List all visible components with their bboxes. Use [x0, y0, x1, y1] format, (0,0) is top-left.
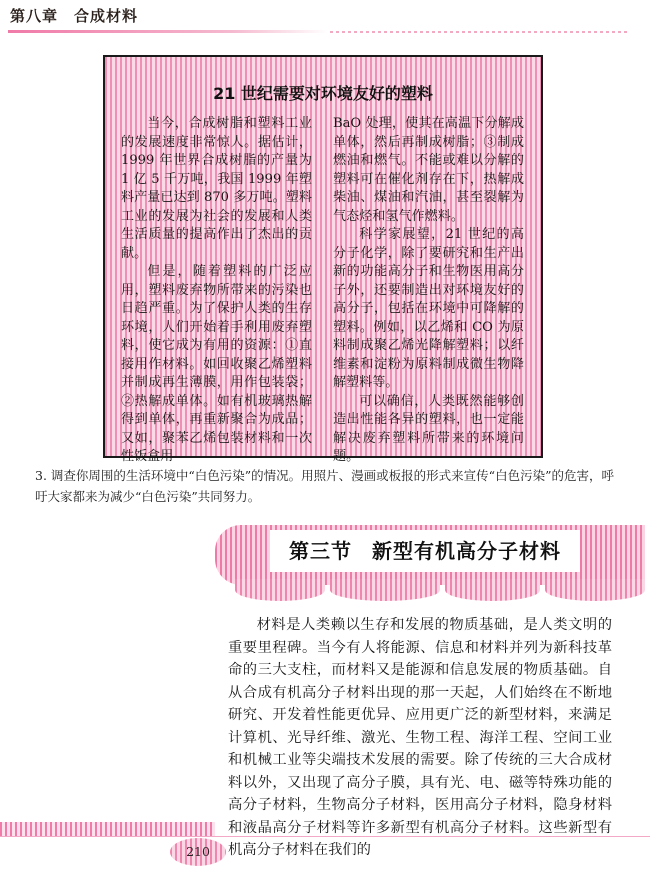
reading-box [103, 55, 543, 464]
header-dotted-rule [330, 31, 630, 33]
reading-paragraph: 当今，合成树脂和塑料工业的发展速度非常惊人。据估计，1999 年世界合成树脂的产量为 1 亿 5 千万吨，我国 1999 年塑料产量已达到 870 多万吨。塑料工业的发展为社会的发展和人类生活质量的提高作出了杰出的贡献。 [121, 116, 312, 261]
body-paragraph: 材料是人类赖以生存和发展的物质基础，是人类文明的重要里程碑。当今有人将能源、信息和材料并列为新科技革命的三大支柱，而材料又是能源和信息发展的物质基础。自从合成有机高分子材料出现的那一天起，人们始终在不断地研究、开发着性能更优异、应用更广泛的新型材料，来满足计算机、光导纤维、激光、生物工程、海洋工程、空间工业和机械工业等尖端技术发展的需要。除了传统的三大合成材料以外，又出现了高分子膜，具有光、电、磁等特殊功能的高分子材料，生物高分子材料，医用高分子材料，隐身材料和液晶高分子材料等许多新型有机高分子材料。这些新型有机高分子材料在我们的 [228, 617, 612, 858]
page-number: 210 [170, 838, 226, 866]
reading-paragraph: 但是，随着塑料的广泛应用，塑料废弃物所带来的污染也日趋严重。为了保护人类的生存环境，人们开始着手利用废弃塑料，使它成为有用的资源：①直接用作材料。如回收聚乙烯塑料并制成再生薄膜，用作包装袋；②热解成单体。如有机玻璃热解得到单体，再重新聚合为成品；又如，聚苯乙烯包装材料和一次性饭盒用 [121, 264, 312, 464]
reading-box-right-column [333, 115, 524, 467]
chapter-title: 第八章 合成材料 [10, 7, 139, 25]
footer-rule [0, 836, 650, 837]
reading-box-title: 21 世纪需要对环境友好的塑料 [213, 84, 433, 103]
reading-box-left-column [121, 115, 312, 467]
section-title: 新型有机高分子材料 [372, 539, 561, 563]
section-heading [270, 530, 580, 572]
footer-band [0, 822, 215, 836]
exercise-item: 3. 调查你周围的生活环境中“白色污染”的情况。用照片、漫画或板报的形式来宣传“白色污染”的危害，呼吁大家都来为减少“白色污染”共同努力。 [35, 468, 614, 504]
reading-paragraph: 科学家展望，21 世纪的高分子化学，除了要研究和生产出新的功能高分子和生物医用高分子外，还要制造出对环境友好的高分子，包括在环境中可降解的塑料。例如，以乙烯和 CO 为原料制成聚乙烯光降解塑料；以纤维素和淀粉为原料制成微生物降解塑料等。 [333, 227, 524, 390]
section-banner-wave [545, 579, 645, 601]
section-banner-wave [330, 579, 440, 601]
header-rule [8, 30, 328, 33]
reading-paragraph: 可以确信，人类既然能够创造出性能各异的塑料，也一定能解决废弃塑料所带来的环境问题。 [333, 393, 524, 464]
section-number: 第三节 [289, 539, 352, 563]
section-banner-wave [445, 579, 540, 601]
section-banner-wave [235, 579, 325, 601]
reading-paragraph-continued: BaO 处理，使其在高温下分解成单体，然后再制成树脂；③制成燃油和燃气。不能或难以分解的塑料可在催化剂存在下，热解成柴油、煤油和汽油，甚至裂解为气态烃和氢气作燃料。 [333, 116, 524, 224]
